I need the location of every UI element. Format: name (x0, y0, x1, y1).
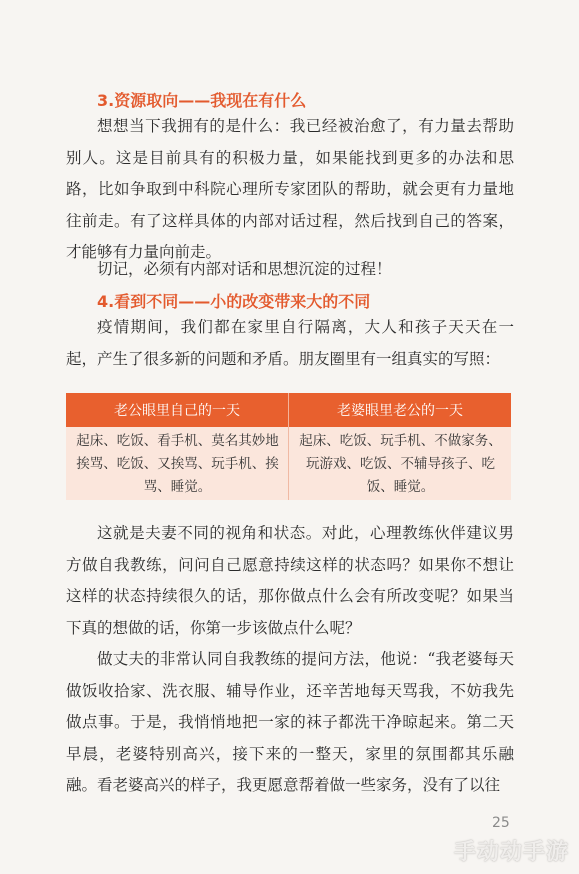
table-header-row (66, 393, 511, 427)
body-paragraph-2: 做丈夫的非常认同自我教练的提问方法，他说：“我老婆每天做饭收拾家、洗衣服、辅导作业，还辛苦地每天骂我，不妨我先做点事。于是，我悄悄地把一家的袜子都洗干净晾起来。第二天早晨，老婆特别高兴，接下来的一整天，家里的氛围都其乐融融。看老婆高兴的样子，我更愿意帮着做一些家务，没有了以往 (66, 650, 514, 794)
table-cell-wife-view: 起床、吃饭、玩手机、不做家务、玩游戏、吃饭、不辅导孩子、吃饭、睡觉。 (288, 427, 511, 500)
table-header-husband-view: 老公眼里自己的一天 (114, 403, 240, 419)
section-4-heading: 4.看到不同——小的改变带来大的不同 (97, 292, 371, 311)
body-paragraph-1: 这就是夫妻不同的视角和状态。对此，心理教练伙伴建议男方做自我教练，问问自己愿意持续这样的状态吗？如果你不想让这样的状态持续很久的话，那你做点什么会有所改变呢？如果当下真的想做的话，你第一步该做点什么呢？ (66, 524, 514, 637)
section-4-paragraph-1: 疫情期间，我们都在家里自行隔离，大人和孩子天天在一起，产生了很多新的问题和矛盾。朋友圈里有一组真实的写照： (66, 318, 514, 368)
table-cell-husband-view: 起床、吃饭、看手机、莫名其妙地挨骂、吃饭、又挨骂、玩手机、挨骂、睡觉。 (76, 433, 279, 495)
section-3-heading: 3.资源取向——我现在有什么 (97, 91, 307, 110)
watermark-logo: 手动动手游 (453, 840, 569, 865)
section-3-paragraph-1: 想想当下我拥有的是什么：我已经被治愈了，有力量去帮助别人。这是目前具有的积极力量，如果能找到更多的办法和思路，比如争取到中科院心理所专家团队的帮助，就会更有力量地往前走。有了这样具体的内部对话过程，然后找到自己的答案，才能够有力量向前走。 (66, 117, 514, 261)
comparison-table (66, 393, 511, 500)
table-header-wife-view: 老婆眼里老公的一天 (288, 393, 511, 427)
page-number: 25 (492, 815, 510, 831)
table-row (66, 427, 511, 500)
section-3-paragraph-2: 切记，必须有内部对话和思想沉淀的过程！ (97, 260, 392, 278)
